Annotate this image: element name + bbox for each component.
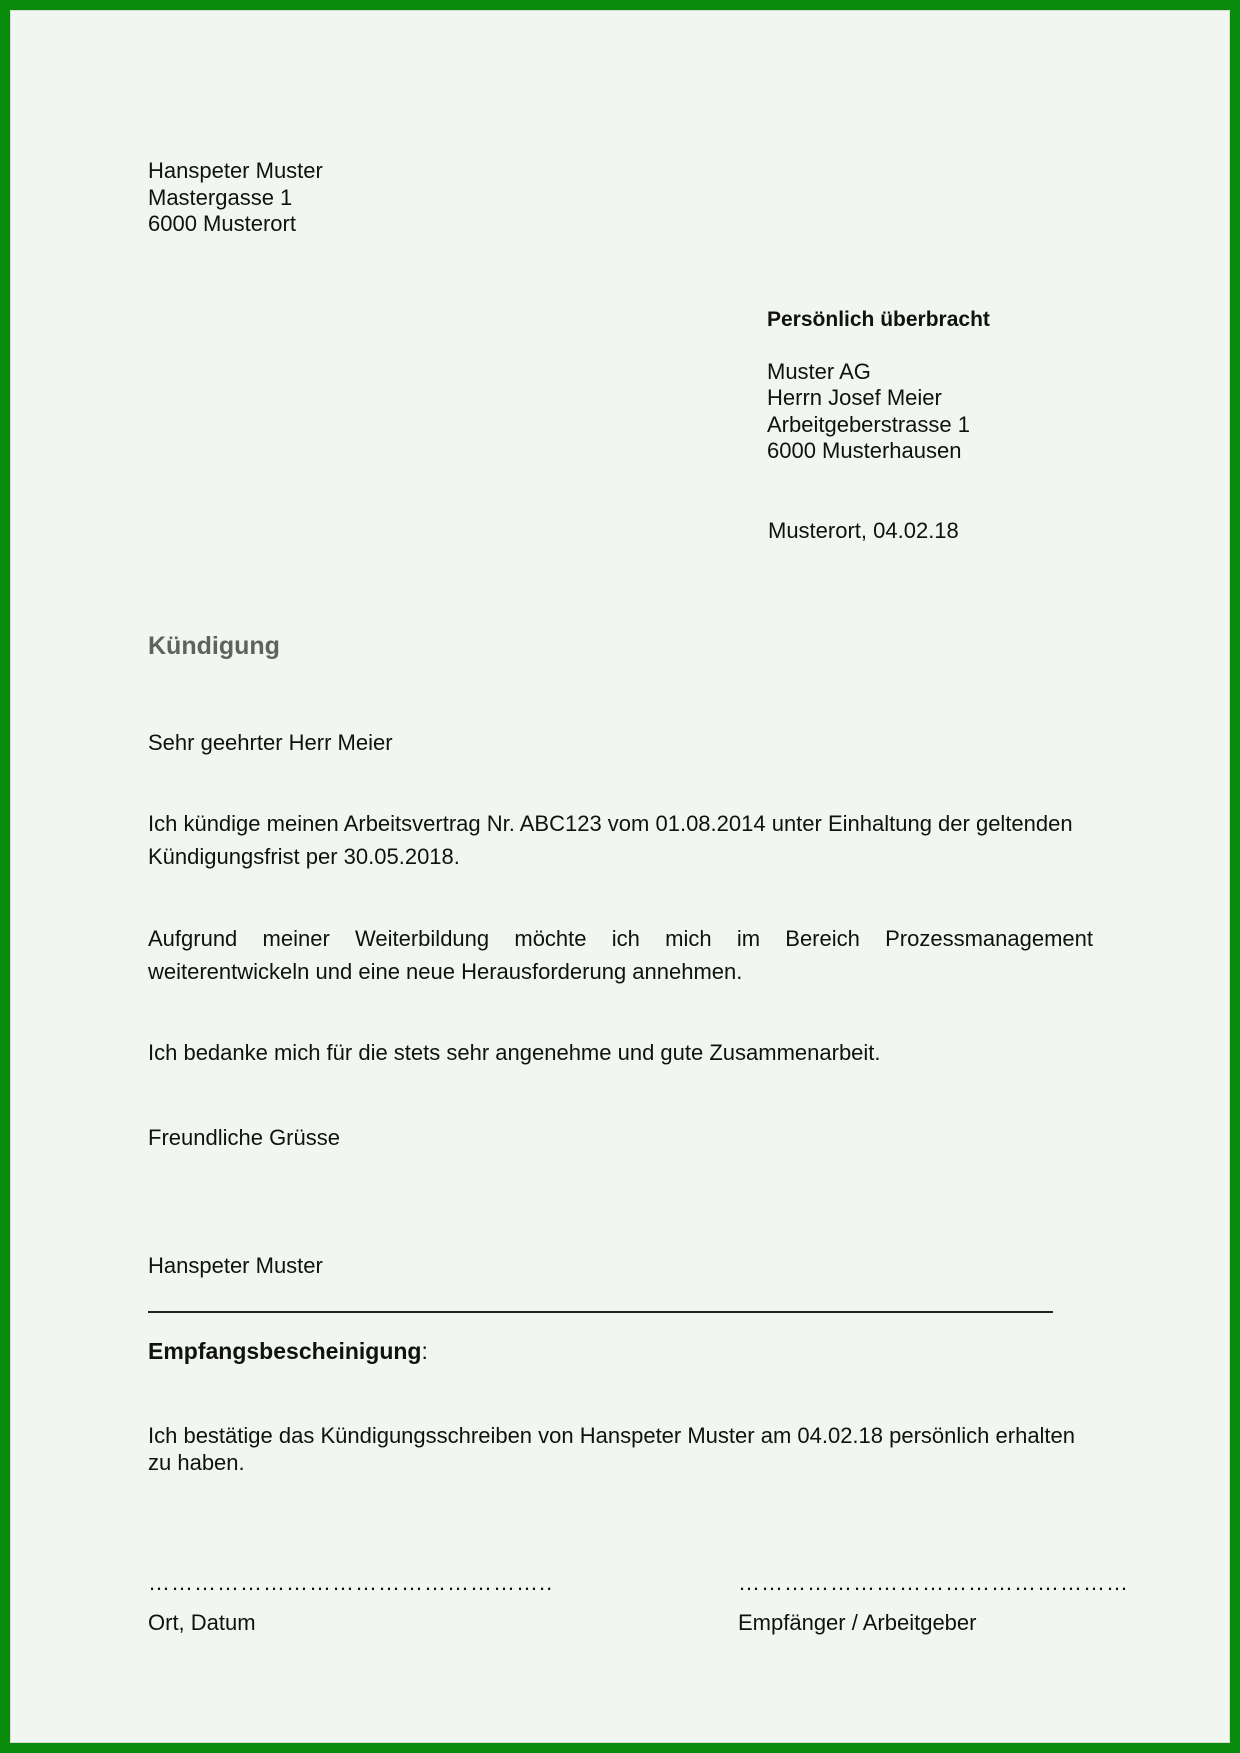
recipient-city: 6000 Musterhausen: [767, 438, 962, 463]
place-date-label: Ort, Datum: [148, 1610, 256, 1635]
closing: Freundliche Grüsse: [148, 1125, 340, 1150]
sender-city: 6000 Musterort: [148, 211, 296, 236]
receipt-heading: Empfangsbescheinigung: [148, 1338, 422, 1364]
sender-name: Hanspeter Muster: [148, 158, 323, 183]
separator-line: [148, 1311, 1053, 1313]
place-date-signature-line: ……………………………………………..: [148, 1570, 554, 1595]
page-inner-border: [10, 10, 1230, 1743]
place-date: Musterort, 04.02.18: [768, 518, 959, 543]
recipient-label: Empfänger / Arbeitgeber: [738, 1610, 977, 1635]
receipt-text: Ich bestätige das Kündigungsschreiben von Hanspeter Muster am 04.02.18 persönlich erhalten zu haben.: [148, 1423, 1076, 1475]
receipt-heading-line: [148, 1338, 428, 1364]
body-paragraph-3: Ich bedanke mich für die stets sehr angenehme und gute Zusammenarbeit.: [148, 1040, 881, 1065]
subject-title: Kündigung: [148, 632, 280, 660]
recipient-street: Arbeitgeberstrasse 1: [767, 412, 970, 437]
recipient-company: Muster AG: [767, 359, 871, 384]
body-paragraph-1: Ich kündige meinen Arbeitsvertrag Nr. ABC123 vom 01.08.2014 unter Einhaltung der geltenden Kündigungsfrist per 30.05.2018.: [148, 811, 1073, 869]
receipt-heading-colon: :: [421, 1338, 428, 1364]
signature-name: Hanspeter Muster: [148, 1253, 323, 1278]
recipient-person: Herrn Josef Meier: [767, 385, 942, 410]
letter-page: [10, 10, 1230, 1743]
recipient-signature-line: ……………………………………………: [738, 1570, 1129, 1595]
delivery-note: Persönlich überbracht: [767, 308, 990, 331]
salutation: Sehr geehrter Herr Meier: [148, 730, 393, 755]
body-paragraph-2: Aufgrund meiner Weiterbildung möchte ich mich im Bereich Prozessmanagement weiterentwickeln und eine neue Herausforderung annehmen.: [148, 926, 1093, 984]
sender-street: Mastergasse 1: [148, 185, 293, 210]
